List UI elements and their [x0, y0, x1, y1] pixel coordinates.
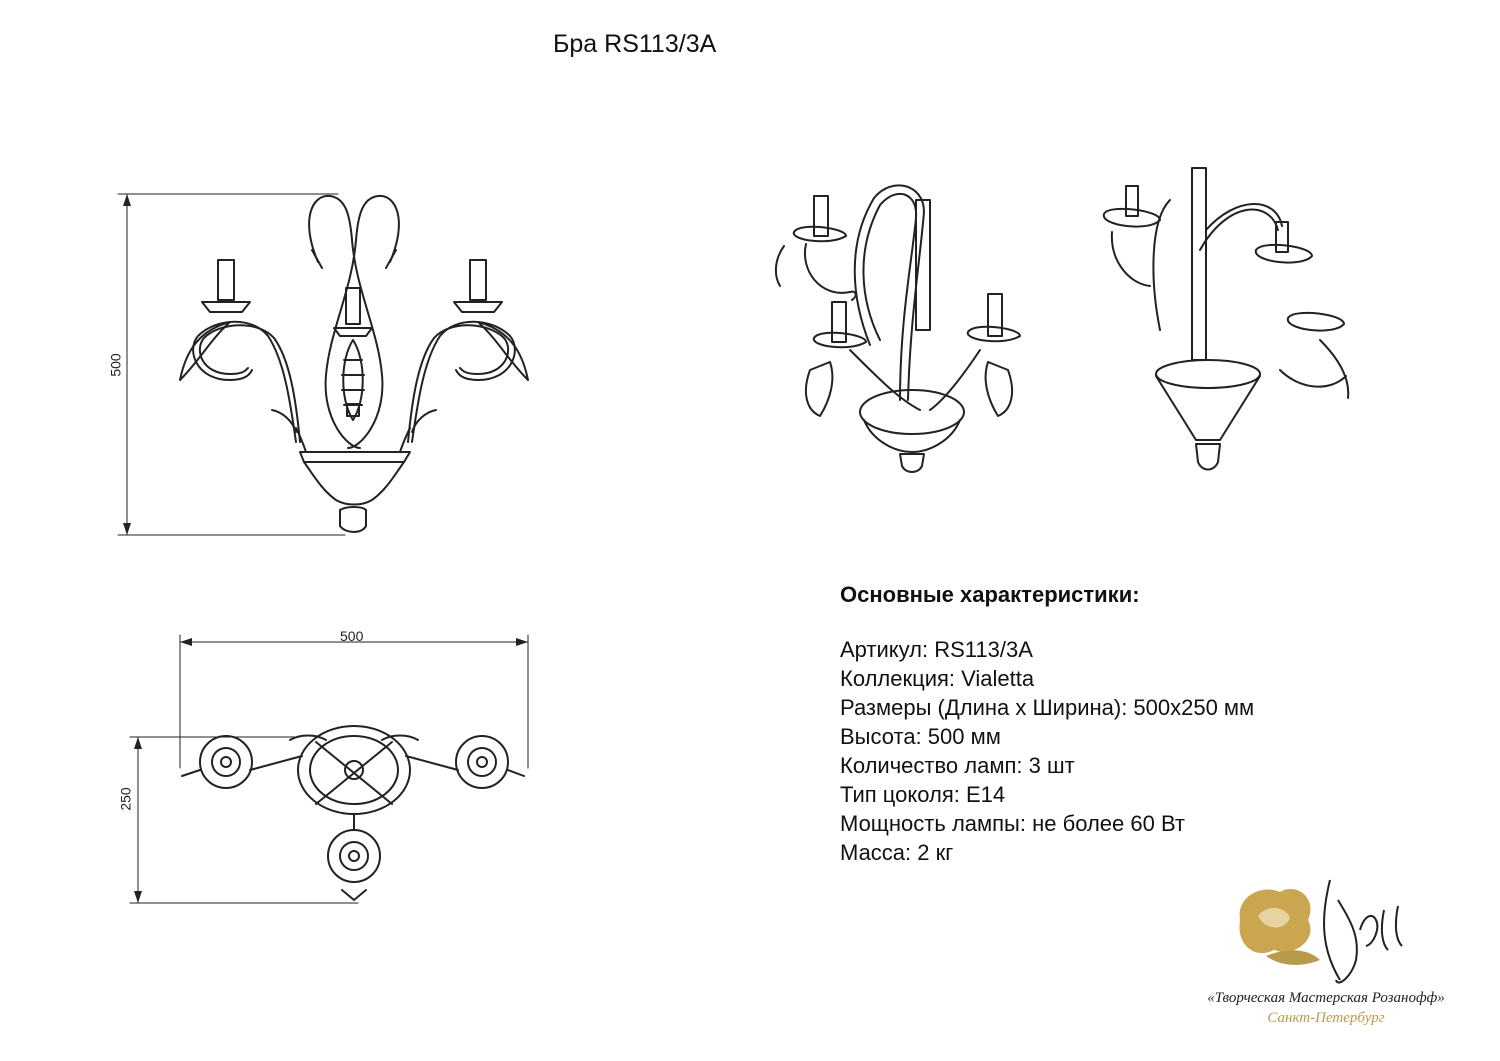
- page-title: Бра RS113/3A: [553, 30, 717, 58]
- specs-block: [840, 582, 1400, 867]
- spec-size: Размеры (Длина х Ширина): 500х250 мм: [840, 695, 1255, 720]
- perspective-view-drawing: [776, 185, 1020, 472]
- front-view-drawing: [118, 194, 528, 535]
- spec-height: Высота: 500 мм: [840, 724, 1001, 749]
- rose-logo-icon: [1239, 880, 1402, 983]
- perspective-view-drawing-2: [1104, 168, 1348, 470]
- top-view-drawing: [130, 635, 528, 903]
- spec-collection: Коллекция: Vialetta: [840, 666, 1035, 691]
- brand-city: Санкт-Петербург: [1267, 1010, 1385, 1026]
- spec-lamp-count: Количество ламп: 3 шт: [840, 753, 1075, 778]
- spec-power: Мощность лампы: не более 60 Вт: [840, 811, 1185, 836]
- brand-name: «Творческая Мастерская Розанофф»: [1207, 990, 1445, 1006]
- spec-article: Артикул: RS113/3A: [840, 637, 1033, 662]
- top-width-label: 250: [117, 787, 134, 811]
- top-length-label: 500: [340, 628, 364, 644]
- spec-weight: Масса: 2 кг: [840, 840, 954, 865]
- front-height-label: 500: [107, 353, 124, 377]
- spec-socket: Тип цоколя: Е14: [840, 782, 1006, 807]
- specs-heading: Основные характеристики:: [840, 582, 1140, 607]
